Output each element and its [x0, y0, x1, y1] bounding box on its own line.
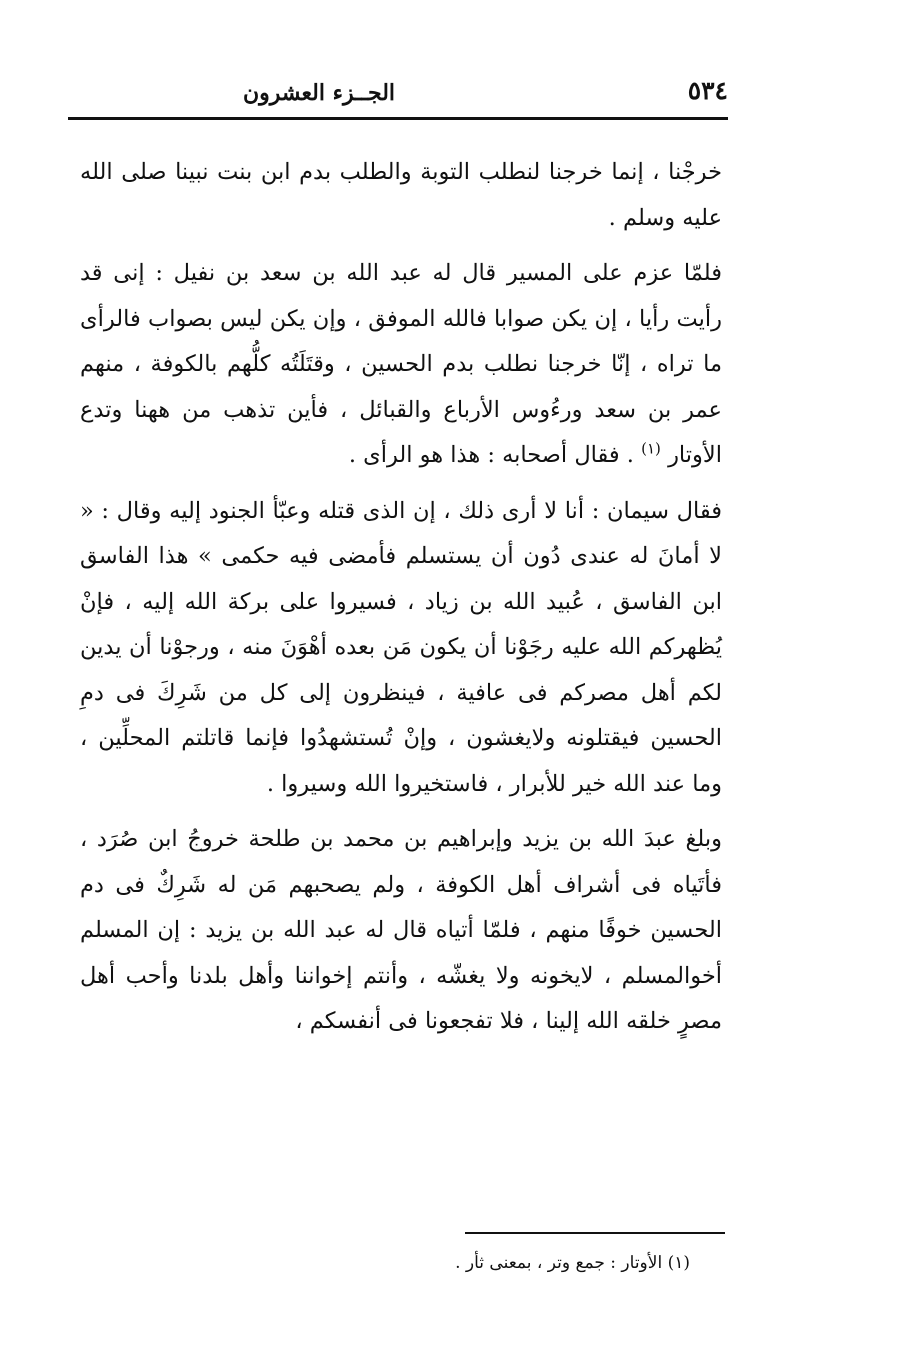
running-title: الجــزء العشرون [242, 80, 396, 106]
header-rule [68, 117, 728, 120]
paragraph-1: خرجْنا ، إنما خرجنا لنطلب التوبة والطلب بدم ابن بنت نبينا صلى الله عليه وسلم . [80, 159, 722, 231]
paragraph-2 [80, 251, 722, 479]
page-header [70, 70, 728, 110]
footnote: (١) الأوتار : جمع وتر ، بمعنى ثأر . [455, 1253, 690, 1273]
paragraph-2-text: فلمّا عزم على المسير قال له عبد الله بن سعد بن نفيل : إنى قد رأيت رأيا ، إن يكن صوابا فالله الموفق ، وإن يكن ليس بصواب فالرأى ما تراه ، إنّا خرجنا نطلب بدم الحسين ، وقتَلَتُه كلُّهم بالكوفة ، منهم عمر بن سعد ورءُوس الأرباع والقبائل ، فأين تذهب من ههنا وتدع الأوتار [80, 260, 722, 468]
page-number: ٥٣٤ [687, 76, 728, 105]
footnote-rule [465, 1232, 725, 1234]
paragraph-3: فقال سيمان : أنا لا أرى ذلك ، إن الذى قتله وعبّأ الجنود إليه وقال : « لا أمانَ له عندى دُون أن يستسلم فأمضى فيه حكمى » هذا الفاسق ابن الفاسق ، عُبيد الله بن زياد ، فسيروا على بركة الله إليه ، فإنْ يُظهركم الله عليه رجَوْنا أن يكون مَن بعده أهْوَنَ منه ، ورجوْنا أن يدين لكم أهل مصركم فى عافية ، فينظرون إلى كل من شَرِكَ فى دمِ الحسين فيقتلونه ولايغشون ، وإنْ تُستشهدُوا فإنما قاتلتم المحلِّين ، وما عند الله خير للأبرار ، فاستخيروا الله وسيروا . [80, 497, 722, 797]
footnote-reference[interactable]: (١) [641, 439, 661, 458]
paragraph-4: وبلغ عبدَ الله بن يزيد وإبراهيم بن محمد بن طلحة خروجُ ابن صُرَد ، فأتَياه فى أشراف أهل الكوفة ، ولم يصحبهم مَن له شَرِكٌ فى دم الحسين خوفًا منهم ، فلمّا أتياه قال له عبد الله بن يزيد : إن المسلم أخوالمسلم ، لايخونه ولا يغشّه ، وأنتم إخواننا وأهل بلدنا وأحب أهل مصرٍ خلقه الله إلينا ، فلا تفجعونا فى أنفسكم ، [80, 826, 722, 1034]
paragraph-2-tail: . فقال أصحابه : هذا هو الرأى . [348, 442, 634, 468]
body-text [80, 150, 722, 1045]
